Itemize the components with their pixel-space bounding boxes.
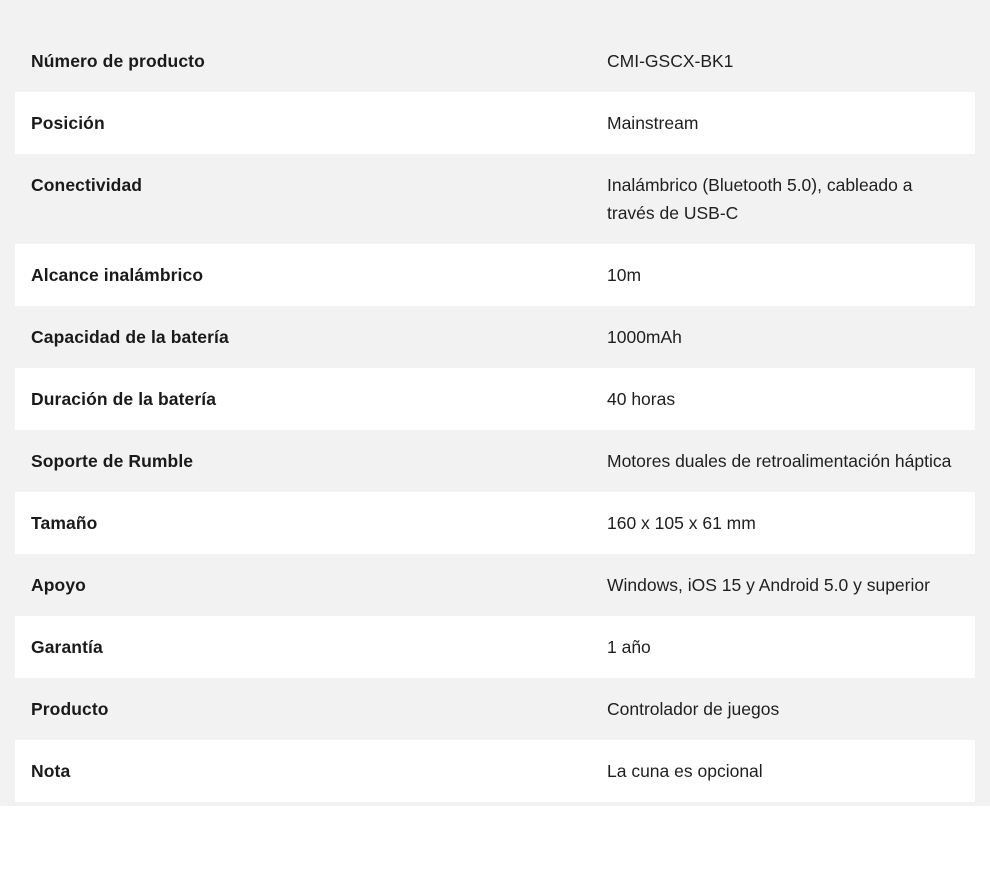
spec-value: Mainstream [607, 113, 699, 133]
spec-label: Duración de la batería [31, 389, 217, 409]
spec-row-wireless-range [15, 244, 975, 306]
spec-value: 1000mAh [607, 327, 682, 347]
spec-label: Nota [31, 761, 71, 781]
spec-label: Capacidad de la batería [31, 327, 229, 347]
spec-value: 1 año [607, 637, 651, 657]
spec-value: La cuna es opcional [607, 761, 763, 781]
spec-value: Inalámbrico (Bluetooth 5.0), cableado a través de USB-C [607, 175, 913, 223]
spec-row-size [15, 492, 975, 554]
spec-value: 10m [607, 265, 642, 285]
spec-label: Alcance inalámbrico [31, 265, 204, 285]
spec-label: Soporte de Rumble [31, 451, 194, 471]
spec-row-position [15, 92, 975, 154]
spec-row-product [15, 678, 975, 740]
spec-label: Conectividad [31, 175, 143, 195]
spec-row-rumble-support [15, 430, 975, 492]
spec-label: Número de producto [31, 51, 205, 71]
spec-row-note [15, 740, 975, 802]
specs-table [15, 30, 975, 802]
spec-value: Windows, iOS 15 y Android 5.0 y superior [607, 575, 930, 595]
spec-row-warranty [15, 616, 975, 678]
spec-value: CMI-GSCX-BK1 [607, 51, 734, 71]
spec-value: 40 horas [607, 389, 676, 409]
spec-value: 160 x 105 x 61 mm [607, 513, 756, 533]
spec-value: Motores duales de retroalimentación háptica [607, 451, 952, 471]
spec-row-battery-capacity [15, 306, 975, 368]
spec-row-support [15, 554, 975, 616]
spec-label: Posición [31, 113, 105, 133]
spec-label: Tamaño [31, 513, 98, 533]
spec-label: Producto [31, 699, 109, 719]
spec-row-connectivity [15, 154, 975, 244]
spec-row-product-number [15, 30, 975, 92]
spec-label: Garantía [31, 637, 103, 657]
spec-value: Controlador de juegos [607, 699, 780, 719]
spec-row-battery-life [15, 368, 975, 430]
spec-label: Apoyo [31, 575, 86, 595]
